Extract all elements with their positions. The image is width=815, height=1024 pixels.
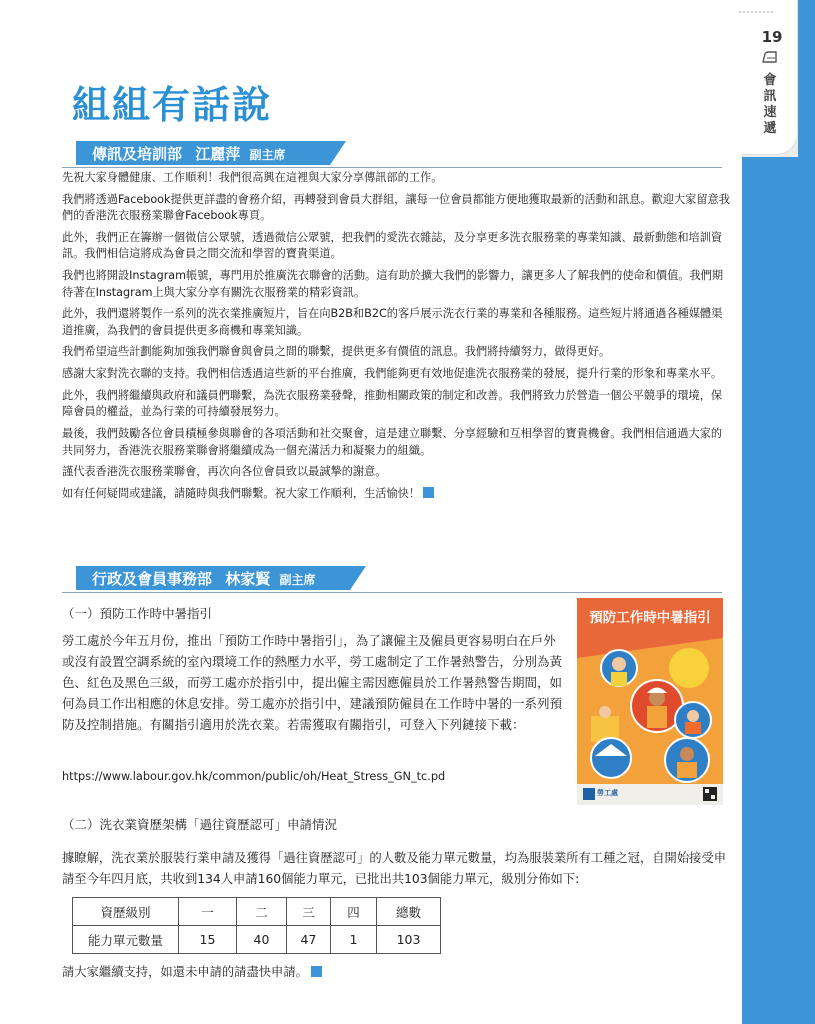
person-role: 副主席: [249, 148, 286, 162]
closing-line: [62, 962, 322, 980]
table-header-cell: 三: [287, 898, 331, 926]
banner-rule: [62, 167, 722, 168]
end-square-icon: [311, 966, 322, 977]
banner-rule: [62, 592, 722, 593]
banner-label: [92, 143, 286, 164]
guideline-link[interactable]: https://www.labour.gov.hk/common/public/oh/Heat_Stress_GN_tc.pd: [62, 770, 446, 783]
section1-banner: [62, 141, 462, 171]
paragraph: 謹代表香港洗衣服務業聯會，再次向各位會員致以最誠摯的謝意。: [62, 465, 387, 479]
paragraph: 最後，我們鼓勵各位會員積極參與聯會的各項活動和社交聚會，這是建立聯繫、分享經驗和互相學習的寶貴機會。我們相信通過大家的共同努力，香港洗衣服務業聯會將繼續成為一個充滿活力和凝聚力的組織。: [62, 427, 723, 457]
table-cell: 47: [287, 926, 331, 954]
closing-text: 如有任何疑問或建議，請隨時與我們聯繫。祝大家工作順利，生活愉快！: [62, 486, 421, 500]
table-header-cell: 總數: [377, 898, 441, 926]
table-cell: 103: [377, 926, 441, 954]
heat-stress-poster: [577, 598, 723, 805]
paragraph: 此外，我們還將製作一系列的洗衣業推廣短片，旨在向B2B和B2C的客戶展示洗衣行業的專業和各種服務。這些短片將通過各種媒體渠道推廣，為我們的會員提供更多商機和專業知識。: [62, 307, 723, 337]
table-header-cell: 四: [331, 898, 377, 926]
paragraph: 我們也將開設Instagram帳號，專門用於推廣洗衣聯會的活動。這有助於擴大我們的影響力，讓更多人了解我們的使命和價值。我們期待著在Instagram上與大家分享有關洗衣服務業的精彩資訊。: [62, 269, 724, 299]
table-cell: 40: [237, 926, 287, 954]
banner-label: [92, 568, 316, 589]
table-header-cell: 二: [237, 898, 287, 926]
department-name: 行政及會員事務部: [92, 570, 213, 588]
tab-char: 速: [763, 105, 777, 120]
qualification-table: [72, 897, 441, 954]
section-side-tab: [742, 0, 815, 1024]
tab-char: 訊: [763, 89, 777, 104]
table-header-cell: 資歷級別: [73, 898, 179, 926]
page-number: 19: [761, 28, 783, 46]
person-name: 林家賢: [225, 570, 271, 588]
iron-icon: [761, 50, 779, 64]
department-name: 傳訊及培訓部: [92, 145, 183, 163]
heat-stress-paragraph: 勞工處於今年五月份，推出「預防工作時中暑指引」，為了讓僱主及僱員更容易明白在戶外或沒有設置空調系統的室內環境工作的熱壓力水平，勞工處制定了工作暑熱警告，分別為黃色、紅色及黑色三級，而勞工處亦於指引中，提出僱主需因應僱員於工作暑熱警告期間，如何為員工作出相應的休息安排。勞工處亦於指引中，建議預防僱員在工作時中暑的一系列預防及控制措施。有關指引適用於洗衣業。若需獲取有關指引，可登入下列鏈接下載：: [62, 633, 563, 732]
perforation-dots: [738, 10, 774, 14]
table-header-cell: 一: [179, 898, 237, 926]
paragraph: 此外，我們將繼續與政府和議員們聯繫，為洗衣服務業發聲，推動相關政策的制定和改善。我們將致力於營造一個公平競爭的環境，保障會員的權益，並為行業的可持續發展努力。: [62, 388, 723, 419]
subheading-rpl: （二）洗衣業資歷架構「過往資歷認可」申請情況: [62, 817, 338, 832]
tab-char: 遞: [763, 121, 777, 136]
section2-banner: [62, 566, 462, 596]
paragraph: 感謝大家對洗衣聯的支持。我們相信透過這些新的平台推廣，我們能夠更有效地促進洗衣服務業的發展，提升行業的形象和專業水平。: [62, 367, 723, 381]
section1-body: [62, 170, 732, 508]
subheading-heat-stress: （一）預防工作時中暑指引: [62, 606, 213, 621]
poster-logo-text: 勞工處: [597, 789, 618, 797]
table-row: [73, 898, 441, 926]
page-title: 組組有話說: [72, 83, 273, 127]
person-name: 江麗萍: [195, 145, 241, 163]
paragraph: 我們希望這些計劃能夠加強我們聯會與會員之間的聯繫，提供更多有價值的訊息。我們將持續努力，做得更好。: [62, 345, 611, 359]
table-cell: 15: [179, 926, 237, 954]
tab-char: 會: [763, 73, 777, 88]
rpl-paragraph: 據瞭解，洗衣業於服裝行業申請及獲得「過往資歷認可」的人數及能力單元數量，均為服裝業所有工種之冠，自開始接受申請至今年四月底，共收到134人申請160個能力單元，已批出共103個能力單元，級別分佈如下:: [62, 851, 727, 886]
table-row: [73, 926, 441, 954]
poster-illustration: [577, 598, 723, 805]
tab-blue-strip: [798, 0, 815, 157]
paragraph: 此外，我們正在籌辦一個微信公眾號，透過微信公眾號，把我們的愛洗衣雜誌，及分享更多洗衣服務業的專業知識、最新動態和培訓資訊。我們相信這將成為會員之間交流和學習的寶貴渠道。: [62, 230, 723, 261]
person-role: 副主席: [279, 573, 316, 587]
section-tab-label: [760, 73, 780, 137]
table-cell: 1: [331, 926, 377, 954]
poster-title: 預防工作時中暑指引: [589, 610, 711, 626]
paragraph: 先祝大家身體健康、工作順利！我們很高興在這裡與大家分享傳訊部的工作。: [62, 171, 443, 184]
closing-text: 請大家繼續支持，如還未申請的請盡快申請。: [62, 965, 308, 979]
closing-paragraph: [62, 486, 732, 503]
table-cell: 能力單元數量: [73, 926, 179, 954]
tab-blue-bar: [742, 157, 815, 1024]
paragraph: 我們將透過Facebook提供更詳盡的會務介紹，再轉發到會員大群組，讓每一位會員都能方便地獲取最新的活動和訊息。歡迎大家留意我們的香港洗衣服務業聯會Facebook專頁。: [62, 192, 730, 223]
end-square-icon: [423, 487, 434, 498]
